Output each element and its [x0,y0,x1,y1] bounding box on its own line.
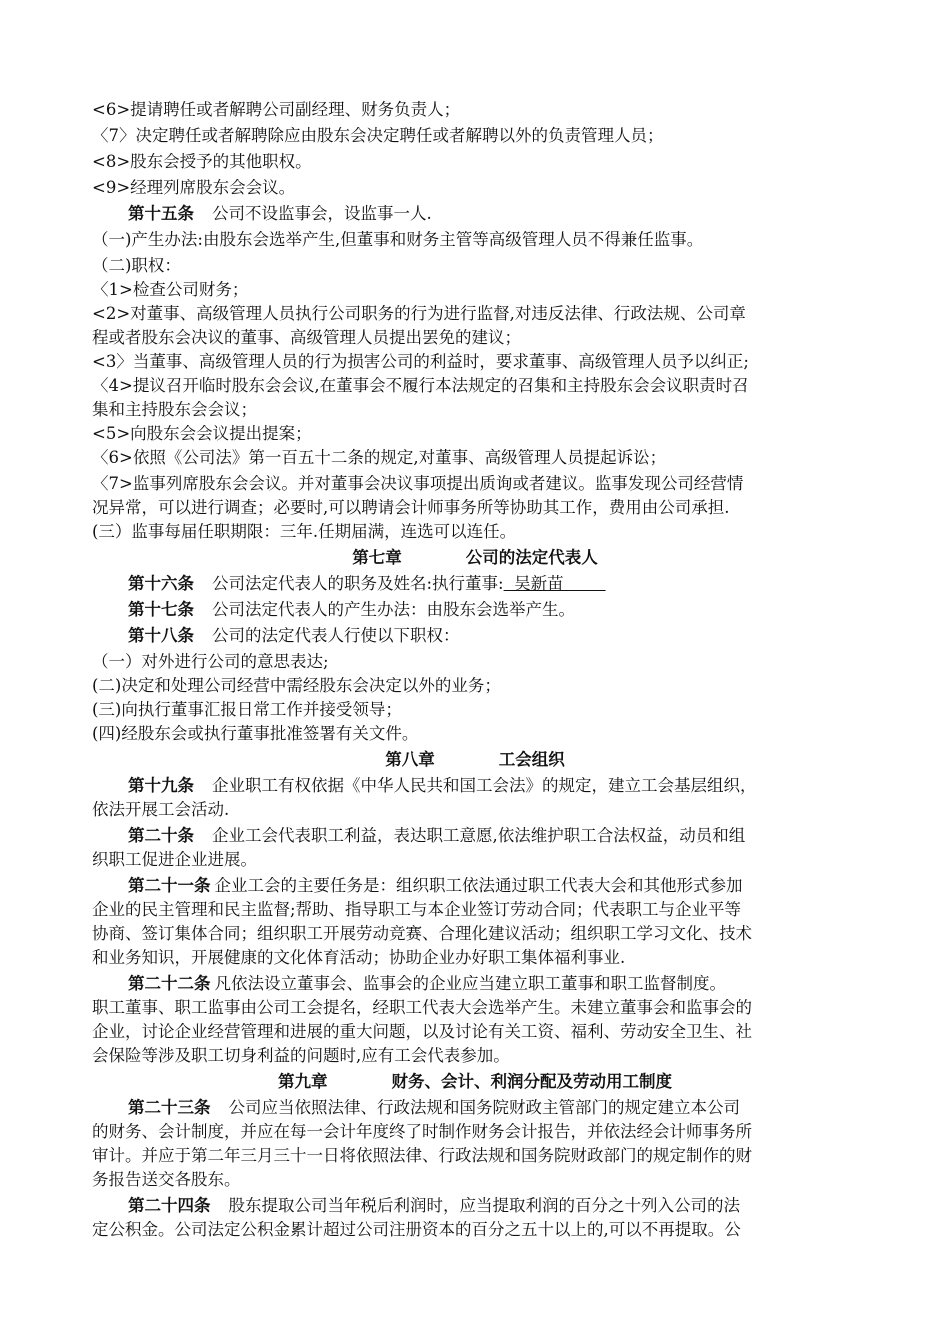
chapter-number: 第九章 [278,1072,328,1091]
article-label: 第二十三条 [128,1098,211,1117]
article-text: 公司法定代表人的产生办法：由股东会选举产生。 [212,600,575,619]
text-line: 〈7〉决定聘任或者解聘除应由股东会决定聘任或者解聘以外的负责管理人员； [92,126,664,145]
chapter-title: 财务、会计、利润分配及劳动用工制度 [391,1072,672,1091]
text-line: (三)向执行董事汇报日常工作并接受领导； [92,700,402,719]
text-line: 〈6>依照《公司法》第一百五十二条的规定,对董事、高级管理人员提起诉讼； [92,448,667,467]
text-line: (二)决定和处理公司经营中需经股东会决定以外的业务； [92,676,501,695]
article-text: 股东提取公司当年税后利润时，应当提取利润的百分之十列入公司的法 [228,1196,740,1215]
chapter-heading-9 [0,1070,950,1094]
article-text: 企业职工有权依据《中华人民共和国工会法》的规定，建立工会基层组织， [212,776,757,795]
article-label: 第二十条 [128,826,194,845]
text-line: (三）监事每届任职期限：三年.任期届满，连选可以连任。 [92,522,517,541]
chapter-number: 第七章 [352,548,402,567]
article-text: 公司不设监事会，设监事一人. [212,204,432,223]
text-line: 依法开展工会活动. [92,800,230,819]
text-line: 集和主持股东会会议； [92,400,257,419]
text-line: (四)经股东会或执行董事批准签署有关文件。 [92,724,419,743]
article-24 [128,1194,918,1218]
article-15 [128,202,918,226]
article-23 [128,1096,918,1120]
text-line: 职工董事、职工监事由公司工会提名，经职工代表大会选举产生。未建立董事会和监事会的 [92,998,752,1017]
text-line: （二)职权： [92,256,181,275]
article-text: 公司的法定代表人行使以下职权： [212,626,460,645]
text-line: 和业务知识，开展健康的文化体育活动；协助企业办好职工集体福利事业. [92,948,626,967]
text-line: <6>提请聘任或者解聘公司副经理、财务负责人； [92,100,461,119]
text-line: 织职工促进企业进展。 [92,850,257,869]
article-label: 第二十一条 [128,876,211,895]
text-line: 务报告送交各股东。 [92,1170,241,1189]
text-line: <2>对董事、高级管理人员执行公司职务的行为进行监督,对违反法律、行政法规、公司章 [92,304,746,323]
article-21 [128,874,918,898]
article-label: 第十七条 [128,600,194,619]
article-18 [128,624,918,648]
text-line: <5>向股东会会议提出提案； [92,424,312,443]
article-20 [128,824,918,848]
article-text: 企业工会代表职工利益，表达职工意愿,依法维护职工合法权益，动员和组 [212,826,746,845]
text-line: <3〉当董事、高级管理人员的行为损害公司的利益时，要求董事、高级管理人员予以纠正; [92,352,749,371]
text-line: （一）对外进行公司的意思表达; [92,652,329,671]
text-line: 况异常，可以进行调查；必要时,可以聘请会计师事务所等协助其工作，费用由公司承担. [92,498,730,517]
article-22 [128,972,918,996]
article-label: 第十九条 [128,776,194,795]
article-17 [128,598,918,622]
article-label: 第十八条 [128,626,194,645]
article-label: 第二十四条 [128,1196,211,1215]
article-label: 第二十二条 [128,974,211,993]
representative-name: 吴新苗 [503,574,606,593]
article-text: 公司法定代表人的职务及姓名:执行董事: [212,574,504,593]
text-line: <8>股东会授予的其他职权。 [92,152,312,171]
article-16 [128,572,918,596]
article-text: 凡依法设立董事会、监事会的企业应当建立职工董事和职工监督制度。 [214,974,726,993]
text-line: 企业的民主管理和民主监督;帮助、指导职工与本企业签订劳动合同；代表职工与企业平等 [92,900,742,919]
chapter-title: 工会组织 [498,750,565,769]
text-line: 会保险等涉及职工切身利益的问题时,应有工会代表参加。 [92,1046,510,1065]
chapter-heading-7 [0,546,950,570]
chapter-title: 公司的法定代表人 [465,548,598,567]
article-label: 第十五条 [128,204,194,223]
text-line: 协商、签订集体合同；组织职工开展劳动竞赛、合理化建议活动；组织职工学习文化、技术 [92,924,752,943]
text-line: <9>经理列席股东会会议。 [92,178,296,197]
text-line: 〈4>提议召开临时股东会会议,在董事会不履行本法规定的召集和主持股东会会议职责时召 [92,376,749,395]
chapter-heading-8 [0,748,950,772]
article-label: 第十六条 [128,574,194,593]
text-line: 企业，讨论企业经营管理和进展的重大问题，以及讨论有关工资、福利、劳动安全卫生、社 [92,1022,752,1041]
text-line: 审计。并应于第二年三月三十一日将依照法律、行政法规和国务院财政部门的规定制作的财 [92,1146,752,1165]
article-19 [128,774,918,798]
text-line: 程或者股东会决议的董事、高级管理人员提出罢免的建议； [92,328,521,347]
text-line: 的财务、会计制度，并应在每一会计年度终了时制作财务会计报告，并依法经会计师事务所 [92,1122,752,1141]
text-line: 〈7>监事列席股东会会议。并对董事会决议事项提出质询或者建议。监事发现公司经营情 [92,474,744,493]
article-text: 企业工会的主要任务是：组织职工依法通过职工代表大会和其他形式参加 [214,876,743,895]
article-text: 公司应当依照法律、行政法规和国务院财政主管部门的规定建立本公司 [228,1098,740,1117]
text-line: （一)产生办法:由股东会选举产生,但董事和财务主管等高级管理人员不得兼任监事。 [92,230,704,249]
text-line: 定公积金。公司法定公积金累计超过公司注册资本的百分之五十以上的,可以不再提取。公 [92,1220,741,1239]
text-line: 〈1>检查公司财务； [92,280,249,299]
chapter-number: 第八章 [385,750,435,769]
